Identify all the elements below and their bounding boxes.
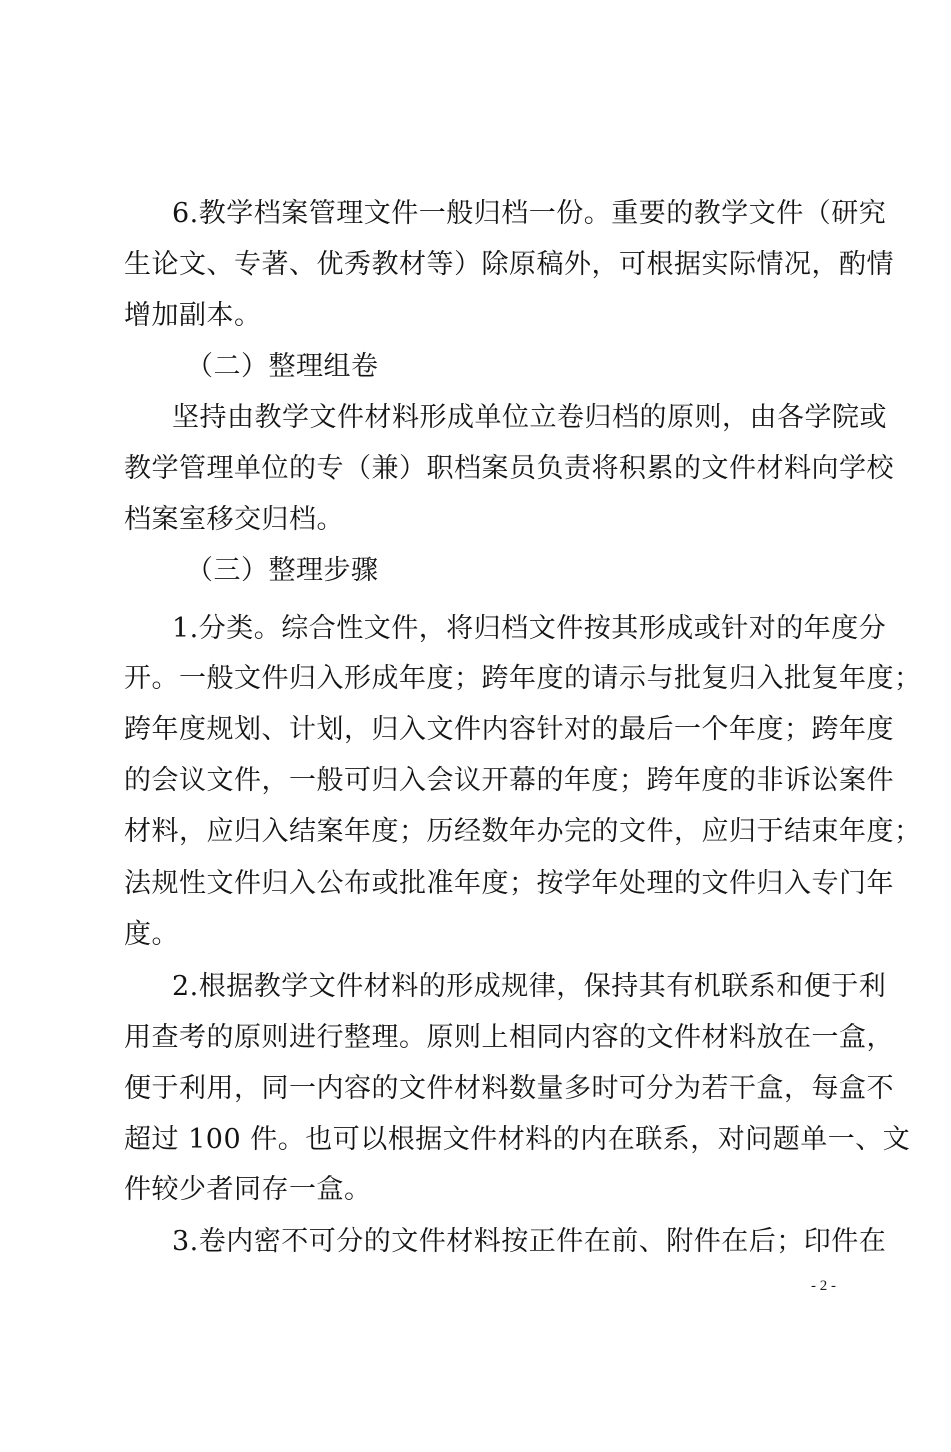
organize-paragraph-line-3: 档案室移交归档。 <box>124 504 344 535</box>
section-heading-3: （三）整理步骤 <box>186 555 379 586</box>
step-2-line-3: 便于利用，同一内容的文件材料数量多时可分为若干盒，每盒不 <box>124 1073 894 1104</box>
step-1-line-1: 1.分类。综合性文件，将归档文件按其形成或针对的年度分 <box>172 613 887 644</box>
paragraph-6-line-3: 增加副本。 <box>124 300 262 331</box>
organize-paragraph-line-1: 坚持由教学文件材料形成单位立卷归档的原则，由各学院或 <box>172 402 887 433</box>
step-2-line-4: 超过 100 件。也可以根据文件材料的内在联系，对问题单一、文 <box>124 1124 911 1155</box>
step-1-line-5: 材料，应归入结案年度；历经数年办完的文件，应归于结束年度； <box>124 816 922 847</box>
step-2-line-1: 2.根据教学文件材料的形成规律，保持其有机联系和便于利 <box>172 971 887 1002</box>
step-2-line-5: 件较少者同存一盒。 <box>124 1174 372 1205</box>
paragraph-6-line-2: 生论文、专著、优秀教材等）除原稿外，可根据实际情况，酌情 <box>124 249 894 280</box>
step-1-line-6: 法规性文件归入公布或批准年度；按学年处理的文件归入专门年 <box>124 868 894 899</box>
paragraph-6-line-1: 6.教学档案管理文件一般归档一份。重要的教学文件（研究 <box>172 198 887 229</box>
step-3-line-1: 3.卷内密不可分的文件材料按正件在前、附件在后；印件在 <box>172 1226 887 1257</box>
section-heading-2: （二）整理组卷 <box>186 351 379 382</box>
organize-paragraph-line-2: 教学管理单位的专（兼）职档案员负责将积累的文件材料向学校 <box>124 453 894 484</box>
step-2-line-2: 用查考的原则进行整理。原则上相同内容的文件材料放在一盒， <box>124 1022 894 1053</box>
step-1-line-3: 跨年度规划、计划，归入文件内容针对的最后一个年度；跨年度 <box>124 714 894 745</box>
step-1-line-7: 度。 <box>124 919 179 950</box>
page-number: - 2 - <box>811 1278 836 1294</box>
step-1-line-2: 开。一般文件归入形成年度；跨年度的请示与批复归入批复年度； <box>124 663 922 694</box>
step-1-line-4: 的会议文件，一般可归入会议开幕的年度；跨年度的非诉讼案件 <box>124 765 894 796</box>
